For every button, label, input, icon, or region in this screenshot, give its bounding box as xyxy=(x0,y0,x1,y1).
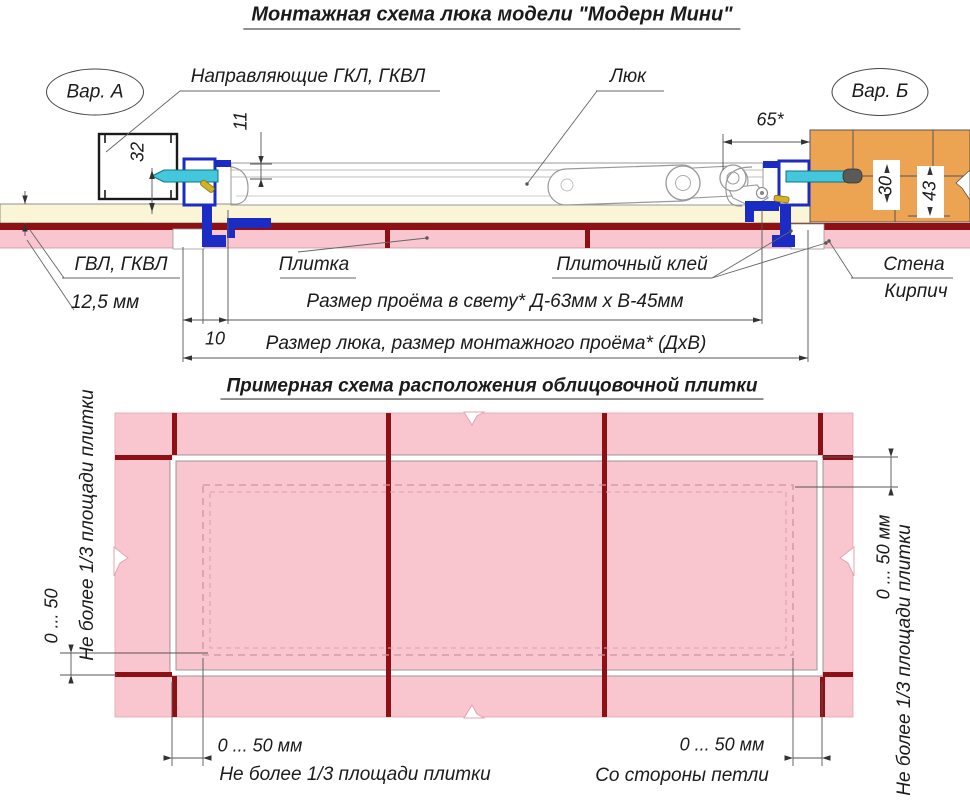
tile-label: Плитка xyxy=(278,254,350,276)
tile-plan xyxy=(114,412,854,718)
page-title: Монтажная схема люка модели "Модерн Мини" xyxy=(243,5,740,30)
hatch-outline-inner xyxy=(176,461,817,670)
wall-label-line2: Кирпич xyxy=(884,281,948,303)
dim-65-label: 65* xyxy=(756,109,784,130)
plan-bottom-left-range: 0 ... 50 мм xyxy=(217,735,303,756)
guides-label: Направляющие ГКЛ, ГКВЛ xyxy=(190,66,426,88)
plan-bottom-right-note: Со стороны петли xyxy=(595,765,769,787)
anchor-right xyxy=(786,169,862,183)
plan-right-range: 0 ... 50 мм xyxy=(873,514,894,600)
plan-bottom-left-note: Не более 1/3 площади плитки xyxy=(219,764,491,786)
dim-32-label: 32 xyxy=(127,141,148,163)
variant-b-bubble xyxy=(832,68,929,116)
wall-label-line1: Стена xyxy=(883,254,945,276)
dim-10-label: 10 xyxy=(204,328,226,349)
screw-left xyxy=(152,170,218,182)
plan-bottom-right-range: 0 ... 50 мм xyxy=(679,734,765,755)
gvl-label: ГВЛ, ГКВЛ xyxy=(74,254,168,276)
dim-11-label: 11 xyxy=(230,111,251,131)
variant-a-label: Вар. А xyxy=(66,81,124,102)
dim-43-label: 43 xyxy=(919,180,940,202)
hatch-size-dim-label: Размер люка, размер монтажного проёма* (ДхВ) xyxy=(265,333,707,355)
clear-opening-dim-label: Размер проёма в свету* Д-63мм х В-45мм xyxy=(306,291,684,313)
variant-a-bubble xyxy=(46,69,144,116)
plan-left-note: Не более 1/3 площади плитки xyxy=(77,389,99,661)
dim-30-label: 30 xyxy=(875,175,896,197)
variant-b-label: Вар. Б xyxy=(851,81,909,102)
plan-right-note: Не более 1/3 площади плитки xyxy=(894,524,916,796)
gvl-thickness-label: 12,5 мм xyxy=(70,292,140,314)
plan-left-range: 0 ... 50 xyxy=(41,588,62,644)
hatch-label: Люк xyxy=(609,66,647,88)
tile-adhesive-label: Плиточный клей xyxy=(556,254,708,276)
tile-plan-title: Примерная схема расположения облицовочной плитки xyxy=(220,377,763,400)
